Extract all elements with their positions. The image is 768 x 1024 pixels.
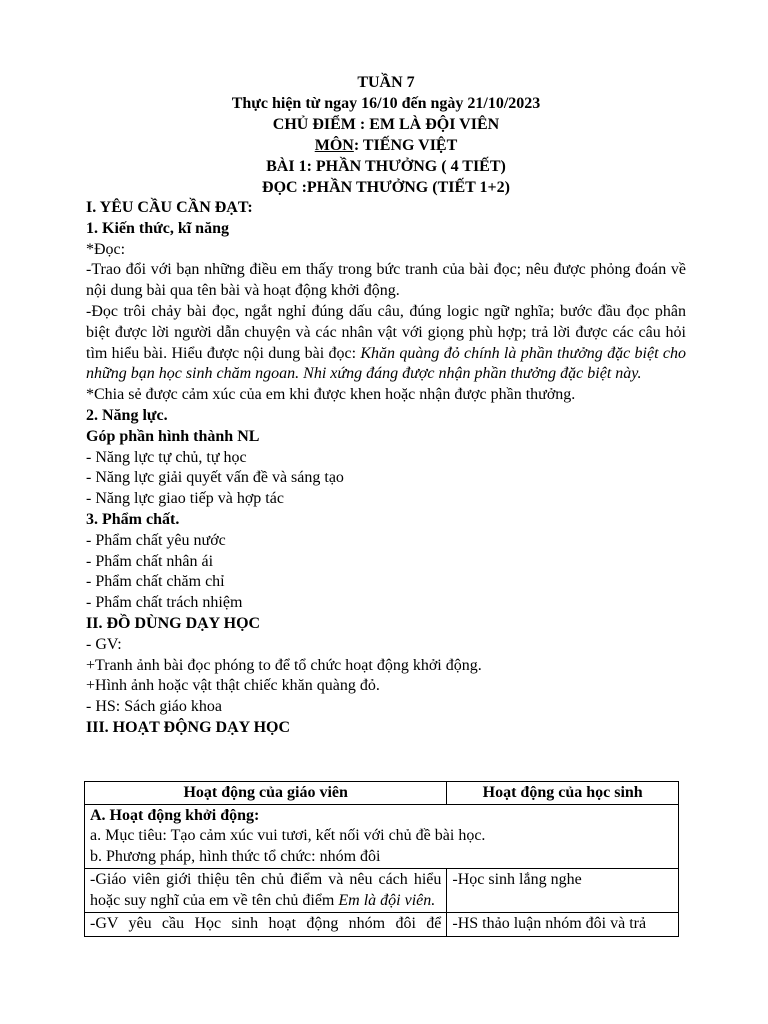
table-header-row bbox=[85, 782, 679, 805]
teacher-activity-1-italic: Em là đội viên. bbox=[338, 891, 436, 909]
table-row bbox=[85, 804, 679, 869]
section-3-title: III. HOẠT ĐỘNG DẠY HỌC bbox=[86, 718, 291, 736]
section-2-title: II. ĐỒ DÙNG DẠY HỌC bbox=[86, 614, 261, 632]
subject-line bbox=[86, 135, 686, 156]
week-title: TUẦN 7 bbox=[357, 74, 415, 91]
subject-value: : TIẾNG VIỆT bbox=[353, 137, 458, 154]
document-header bbox=[86, 72, 686, 198]
paragraph-2-text: -Đọc trôi chảy bài đọc, ngắt nghỉ đúng dấu câu, đúng logic ngữ nghĩa; bước đầu đọc phân biệt được lời người dẫn chuyện và các nhân vật với giọng phù hợp; trả lời được các câu hỏi tìm hiểu bài. Hiểu được nội dung bài đọc: bbox=[86, 302, 686, 362]
subsection-competence: 2. Năng lực. bbox=[86, 406, 168, 424]
teacher-cell: -GV yêu cầu Học sinh hoạt động nhóm đôi để bbox=[85, 913, 447, 937]
teacher-cell bbox=[85, 869, 447, 913]
subsection-quality: 3. Phẩm chất. bbox=[86, 510, 180, 528]
student-cell: -Học sinh lắng nghe bbox=[447, 869, 679, 913]
reading-title: ĐỌC :PHẦN THƯỞNG (TIẾT 1+2) bbox=[262, 179, 510, 196]
student-cell: -HS thảo luận nhóm đôi và trả bbox=[447, 913, 679, 937]
warmup-cell bbox=[85, 804, 679, 869]
competence-item: - Năng lực tự chủ, tự học bbox=[86, 448, 247, 466]
lesson-title: BÀI 1: PHẦN THƯỞNG ( 4 TIẾT) bbox=[266, 158, 506, 175]
quality-item: - Phẩm chất chăm chỉ bbox=[86, 573, 225, 591]
equipment-item: - GV: bbox=[86, 635, 122, 653]
theme-title: CHỦ ĐIỂM : EM LÀ ĐỘI VIÊN bbox=[272, 116, 500, 133]
quality-item: - Phẩm chất nhân ái bbox=[86, 552, 214, 570]
equipment-item: +Tranh ảnh bài đọc phóng to để tổ chức hoạt động khởi động. bbox=[86, 656, 482, 674]
table-row bbox=[85, 913, 679, 937]
subject-label: MÔN bbox=[314, 137, 354, 154]
warmup-title: A. Hoạt động khởi động: bbox=[90, 806, 260, 824]
equipment-item: - HS: Sách giáo khoa bbox=[86, 698, 222, 716]
activity-table bbox=[84, 781, 679, 937]
paragraph-1: -Trao đổi với bạn những điều em thấy trong bức tranh của bài đọc; nêu được phỏng đoán về nội dung bài qua tên bài và hoạt động khởi động. bbox=[86, 261, 686, 300]
equipment-item: +Hình ảnh hoặc vật thật chiếc khăn quàng đỏ. bbox=[86, 677, 380, 695]
competence-item: - Năng lực giải quyết vấn đề và sáng tạo bbox=[86, 469, 344, 487]
quality-item: - Phẩm chất trách nhiệm bbox=[86, 594, 243, 612]
quality-item: - Phẩm chất yêu nước bbox=[86, 531, 226, 549]
subsection-knowledge: 1. Kiến thức, kĩ năng bbox=[86, 219, 229, 237]
col-teacher-header: Hoạt động của giáo viên bbox=[85, 782, 447, 805]
reading-label: *Đọc: bbox=[86, 240, 126, 258]
paragraph-3: *Chia sẻ được cảm xúc của em khi được khen hoặc nhận được phần thưởng. bbox=[86, 386, 576, 404]
teacher-activity-1: -Giáo viên giới thiệu tên chủ điểm và nêu cách hiểu hoặc suy nghĩ của em về tên chủ điểm bbox=[90, 871, 442, 909]
table-row bbox=[85, 869, 679, 913]
section-1-title: I. YÊU CẦU CẦN ĐẠT: bbox=[86, 199, 253, 216]
warmup-goal: a. Mục tiêu: Tạo cảm xúc vui tươi, kết nối với chủ đề bài học. bbox=[90, 827, 486, 844]
document-page bbox=[86, 72, 686, 739]
warmup-method: b. Phương pháp, hình thức tổ chức: nhóm đôi bbox=[90, 847, 381, 865]
date-range: Thực hiện từ ngay 16/10 đến ngày 21/10/2023 bbox=[231, 95, 541, 112]
competence-item: - Năng lực giao tiếp và hợp tác bbox=[86, 490, 284, 508]
col-student-header: Hoạt động của học sinh bbox=[447, 782, 679, 805]
competence-heading: Góp phần hình thành NL bbox=[86, 427, 260, 445]
paragraph-2-italic: Khăn quàng đỏ chính là phần thưởng đặc biệt cho những bạn học sinh chăm ngoan. Nhi xứng đáng được nhận phần thưởng đặc biệt này. bbox=[86, 344, 686, 383]
paragraph-2 bbox=[86, 302, 686, 385]
